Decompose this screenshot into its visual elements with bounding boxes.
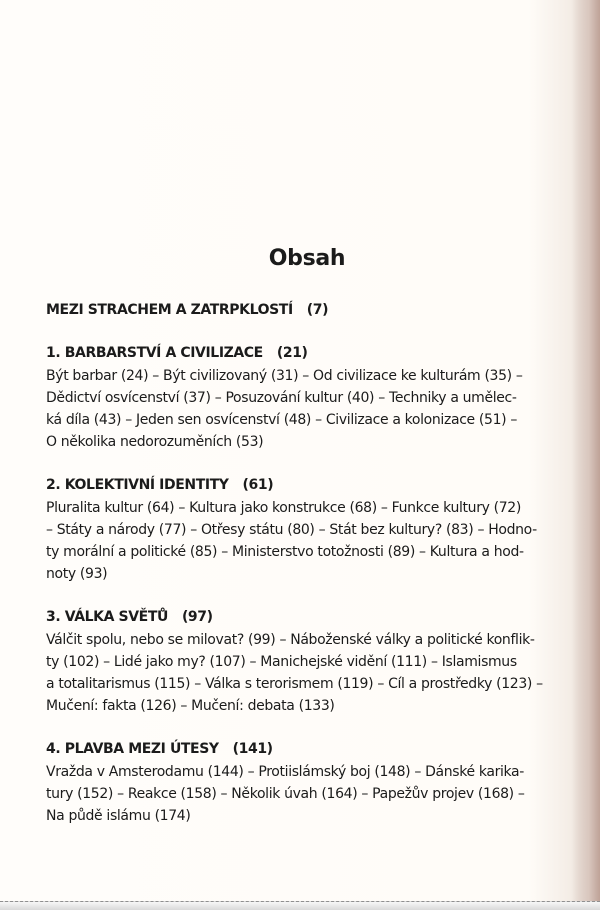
section-entries	[46, 497, 568, 585]
entry-line: Pluralita kultur (64) – Kultura jako konstrukce (68) – Funkce kultury (72)	[46, 500, 521, 516]
section-page-number: (61)	[242, 477, 274, 493]
entry-line: O několika nedorozuměních (53)	[46, 434, 264, 450]
entry-line: Být barbar (24) – Být civilizovaný (31) – Od civilizace ke kulturám (35) –	[46, 368, 523, 384]
section-heading	[46, 476, 568, 494]
page-title: Obsah	[268, 246, 346, 271]
section-entries	[46, 761, 568, 827]
bottom-page-edge	[0, 901, 600, 910]
entry-line: noty (93)	[46, 566, 108, 582]
entry-line: Dědictví osvícenství (37) – Posuzování kultur (40) – Techniky a umělec-	[46, 390, 517, 406]
entry-line: ká díla (43) – Jeden sen osvícenství (48) – Civilizace a kolonizace (51) –	[46, 412, 517, 428]
toc-section-3	[46, 608, 568, 717]
entry-line: ty (102) – Lidé jako my? (107) – Manichejské vidění (111) – Islamismus	[46, 654, 517, 670]
toc-section-4	[46, 740, 568, 827]
section-page-number: (21)	[276, 345, 308, 361]
intro-entry	[46, 301, 568, 319]
section-title: 4. PLAVBA MEZI ÚTESY	[46, 741, 219, 757]
entry-line: ty morální a politické (85) – Ministerstvo totožnosti (89) – Kultura a hod-	[46, 544, 524, 560]
toc-section-1	[46, 344, 568, 453]
intro-label: MEZI STRACHEM A ZATRPKLOSTÍ	[46, 302, 293, 318]
section-heading	[46, 608, 568, 626]
entry-line: tury (152) – Reakce (158) – Několik úvah (164) – Papežův projev (168) –	[46, 786, 525, 802]
section-page-number: (141)	[232, 741, 273, 757]
page-edge-shadow	[572, 0, 600, 910]
section-heading	[46, 740, 568, 758]
entry-line: Mučení: fakta (126) – Mučení: debata (133)	[46, 698, 335, 714]
entry-line: Válčit spolu, nebo se milovat? (99) – Náboženské války a politické konflik-	[46, 632, 535, 648]
section-title: 3. VÁLKA SVĚTŮ	[46, 609, 168, 625]
toc-section-2	[46, 476, 568, 585]
intro-page-number: (7)	[306, 302, 329, 318]
section-title: 2. KOLEKTIVNÍ IDENTITY	[46, 477, 229, 493]
table-of-contents	[46, 240, 568, 850]
section-page-number: (97)	[181, 609, 213, 625]
section-entries	[46, 629, 568, 717]
entry-line: – Státy a národy (77) – Otřesy státu (80) – Stát bez kultury? (83) – Hodno-	[46, 522, 537, 538]
section-heading	[46, 344, 568, 362]
entry-line: a totalitarismus (115) – Válka s terorismem (119) – Cíl a prostředky (123) –	[46, 676, 543, 692]
section-title: 1. BARBARSTVÍ A CIVILIZACE	[46, 345, 263, 361]
entry-line: Na půdě islámu (174)	[46, 808, 191, 824]
entry-line: Vražda v Amsterodamu (144) – Protiislámský boj (148) – Dánské karika-	[46, 764, 524, 780]
section-entries	[46, 365, 568, 453]
